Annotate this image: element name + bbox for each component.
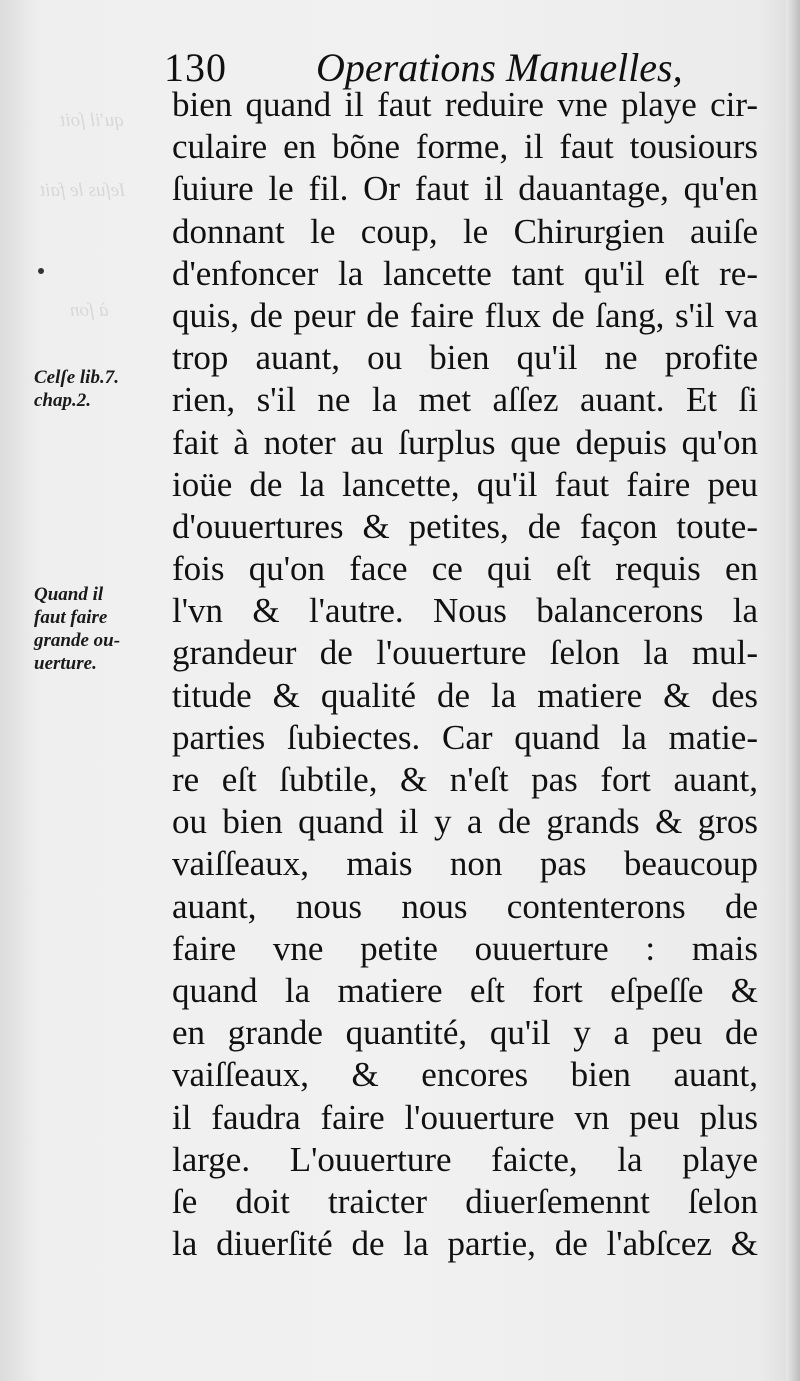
text-line: quis, de peur de faire flux de ſang, s'il va <box>172 295 758 335</box>
running-head: Operations Manuelles, <box>316 45 683 90</box>
text-line: auant, nous nous contenterons de <box>172 886 758 926</box>
text-line: quand la matiere eſt fort eſpeſſe & <box>172 970 758 1010</box>
margin-note-line: uerture. <box>34 653 97 674</box>
text-line: titude & qualité de la matiere & des <box>172 675 758 715</box>
text-line: re eſt ſubtile, & n'eſt pas fort auant, <box>172 760 758 799</box>
text-line: rien, s'il ne la met aſſez auant. Et ſi <box>172 380 758 420</box>
bleed-through-text: qu'il ſoit <box>60 110 124 131</box>
text-line: fois qu'on face ce qui eſt requis en <box>172 549 758 589</box>
text-line: trop auant, ou bien qu'il ne profite <box>172 338 758 378</box>
text-line: culaire en bõne forme, il faut tousiours <box>172 127 758 167</box>
text-line: ou bien quand il y a de grands & gros <box>172 802 758 842</box>
text-line: vaiſſeaux, mais non pas beaucoup <box>172 844 758 884</box>
text-line: d'ouuertures & petites, de façon toute- <box>172 506 758 546</box>
text-line: ſe doit traicter diuerſemennt ſelon <box>172 1181 758 1221</box>
page-edge-shadow <box>786 0 800 1381</box>
margin-note-line: grande ou- <box>34 630 121 651</box>
bleed-through-text: Ieſus le fait <box>40 180 126 201</box>
text-line: donnant le coup, le Chirurgien auiſe <box>172 211 758 251</box>
text-line: grandeur de l'ouuerture ſelon la mul- <box>172 633 758 673</box>
bleed-through-text: à ſon <box>70 300 109 321</box>
page-number: 130 <box>164 45 227 90</box>
text-line: la diuerſité de la partie, de l'abſcez & <box>172 1224 758 1264</box>
margin-note-celse <box>34 366 164 412</box>
text-line: faire vne petite ouuerture : mais <box>172 928 758 968</box>
text-line: d'enfoncer la lancette tant qu'il eſt re- <box>172 253 758 293</box>
page-header <box>164 38 764 90</box>
text-line: ioüe de la lancette, qu'il faut faire peu <box>172 464 758 504</box>
text-line: fait à noter au ſurplus que depuis qu'on <box>172 422 758 462</box>
margin-note-line: Quand il <box>34 584 104 605</box>
text-line: large. L'ouuerture faicte, la playe <box>172 1139 758 1179</box>
margin-note-line: faut faire <box>34 607 108 628</box>
margin-note-line: Celſe lib.7. <box>34 367 119 388</box>
margin-note-line: chap.2. <box>34 390 91 411</box>
text-line: parties ſubiectes. Car quand la matie- <box>172 717 758 757</box>
body-text <box>172 84 758 1265</box>
text-line: l'vn & l'autre. Nous balancerons la <box>172 591 758 631</box>
margin-note-quand <box>34 583 166 675</box>
text-line: vaiſſeaux, & encores bien auant, <box>172 1055 758 1095</box>
text-line: il faudra faire l'ouuerture vn peu plus <box>172 1097 758 1137</box>
text-line: bien quand il faut reduire vne playe cir- <box>172 85 758 124</box>
margin-dot <box>38 268 44 274</box>
text-line: en grande quantité, qu'il y a peu de <box>172 1013 758 1053</box>
text-line: ſuiure le fil. Or faut il dauantage, qu'en <box>172 169 758 209</box>
